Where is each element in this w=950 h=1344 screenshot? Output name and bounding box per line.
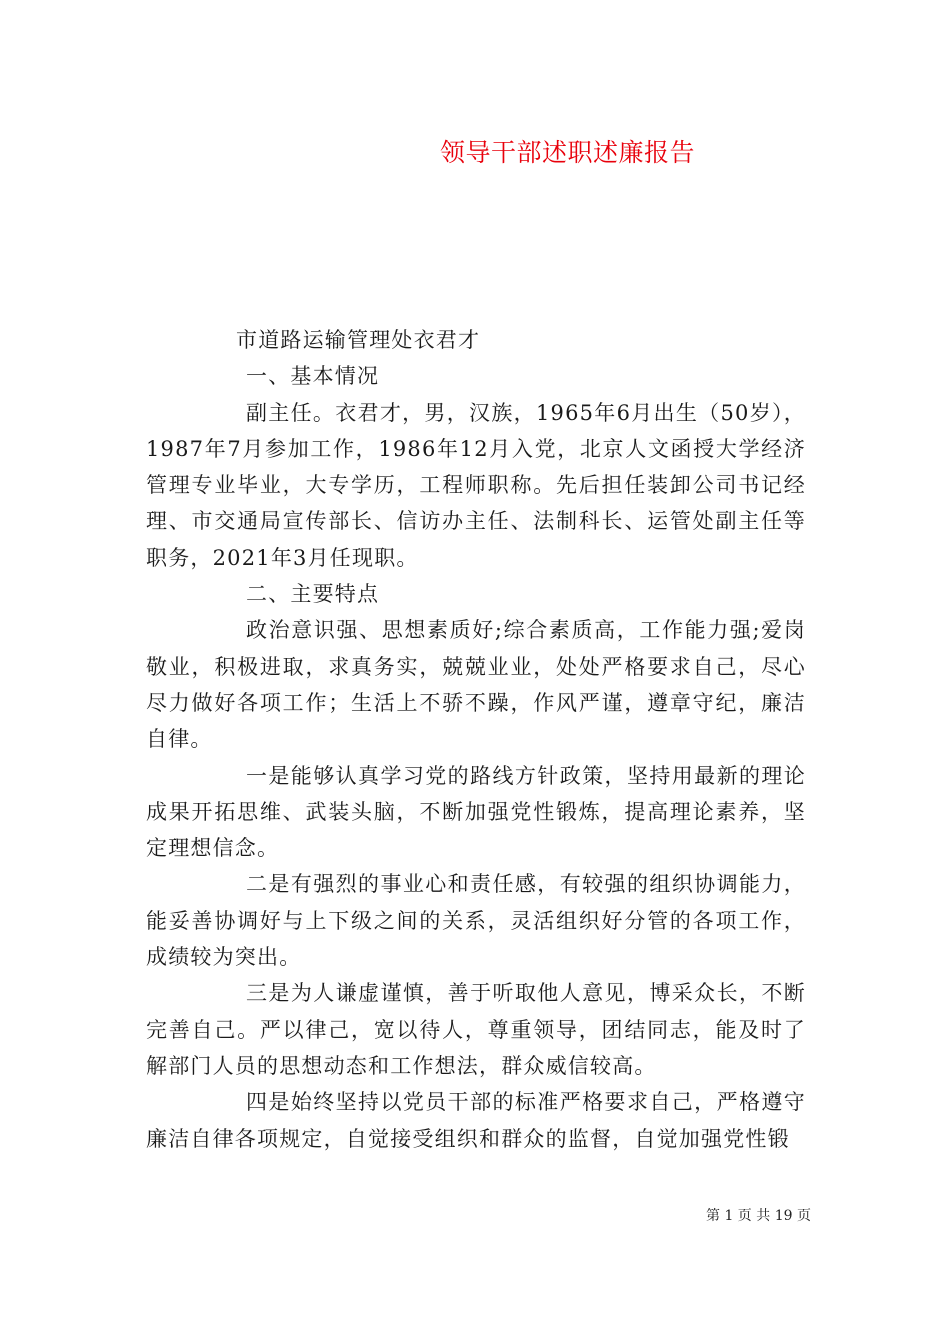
document-title: 领导干部述职述廉报告	[440, 138, 696, 167]
paragraph-point-four: 四是始终坚持以党员干部的标准严格要求自己，严格遵守廉洁自律各项规定，自觉接受组织和群众的监督，自觉加强党性锻	[146, 1090, 806, 1151]
document-body	[146, 322, 806, 1157]
paragraph-point-two: 二是有强烈的事业心和责任感，有较强的组织协调能力，能妥善协调好与上下级之间的关系，灵活组织好分管的各项工作，成绩较为突出。	[146, 872, 806, 970]
page-number-footer: 第 1 页 共 19 页	[706, 1208, 811, 1224]
paragraph-features-summary: 政治意识强、思想素质好;综合素质高，工作能力强;爱岗敬业，积极进取，求真务实，兢兢业业，处处严格要求自己，尽心尽力做好各项工作；生活上不骄不躁，作风严谨，遵章守纪，廉洁自律。	[146, 618, 806, 752]
paragraph-basic-info: 副主任。衣君才，男，汉族，1965年6月出生（50岁），1987年7月参加工作，1986年12月入党，北京人文函授大学经济管理专业毕业，大专学历，工程师职称。先后担任装卸公司书记经理、市交通局宣传部长、信访办主任、法制科长、运管处副主任等职务，2021年3月任现职。	[146, 400, 806, 570]
author-line: 市道路运输管理处衣君才	[236, 328, 481, 352]
section-heading-main-features: 二、主要特点	[246, 582, 380, 607]
paragraph-point-one: 一是能够认真学习党的路线方针政策，坚持用最新的理论成果开拓思维、武装头脑，不断加强党性锻炼，提高理论素养，坚定理想信念。	[146, 763, 806, 861]
section-heading-basic-info: 一、基本情况	[246, 364, 380, 389]
paragraph-point-three: 三是为人谦虚谨慎，善于听取他人意见，博采众长，不断完善自己。严以律己，宽以待人，尊重领导，团结同志，能及时了解部门人员的思想动态和工作想法，群众威信较高。	[146, 981, 806, 1078]
